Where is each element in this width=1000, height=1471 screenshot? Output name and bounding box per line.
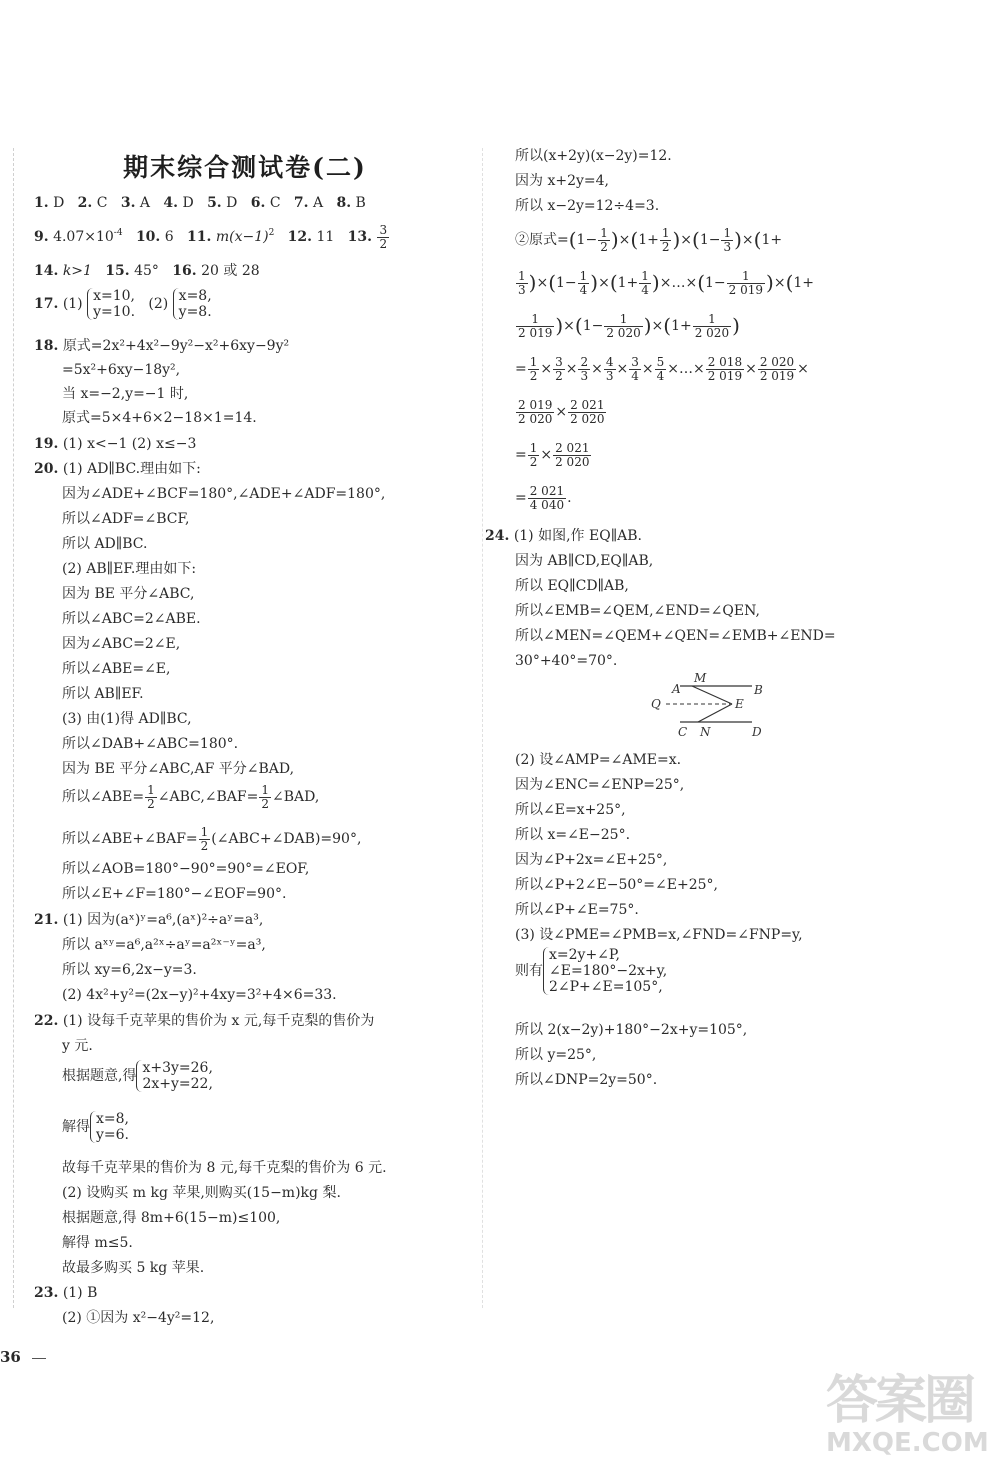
parallel-lines-diagram: [640, 670, 780, 745]
fill-answers-9-13: 9. $4.07\times 10^{-4}$ 10. 6 11. $m(x-1)^2$ 12. 11 13. $\frac{3}{2}$: [34, 223, 388, 251]
q23-product-line-1: ②原式=(1− $\frac{1}{2}$ )×(1+ $\frac{1}{2}$ )×(1− $\frac{1}{3}$ )×(1+: [515, 226, 783, 254]
label-b: B: [754, 683, 763, 697]
q22-solution: 解得 x=8, y=6.: [62, 1111, 129, 1144]
fill-answers-14-16: 14. k>1 15. 45° 16. 20 或 28: [34, 263, 260, 279]
system-brace: x=10, y=10.: [87, 288, 135, 320]
fraction-3-2: $\frac{3}{2}$: [379, 223, 388, 251]
column-divider: [482, 148, 483, 1308]
page-title: 期末综合测试卷(二): [123, 153, 367, 182]
q20-half-line-1: 所以∠ABE= $\frac{1}{2}$ ∠ABC,∠BAF= $\frac{1}{2}$ ∠BAD,: [62, 783, 320, 811]
watermark-logo: 答案圈 MXQE.COM: [826, 1371, 989, 1458]
label-q: Q: [651, 697, 661, 711]
q23-result: = $\frac{2 021}{4 040}$ .: [515, 484, 572, 512]
page-number: 36: [0, 1348, 21, 1366]
label-a: A: [672, 682, 681, 696]
label-d: D: [752, 725, 762, 739]
label-e: E: [735, 697, 744, 711]
q23-product-line-2: $\frac{1}{3}$ )×(1− $\frac{1}{4}$ )×(1+ $\frac{1}{4}$ )×…×(1− $\frac{1}{2 019}$ )×(1+: [518, 269, 815, 297]
q23-product-line-5: $\frac{2 019}{2 020}$ × $\frac{2 021}{2 020}$: [518, 398, 605, 426]
label-m: M: [694, 671, 707, 685]
q22-equations: 根据题意,得 x+3y=26, 2x+y=22,: [62, 1060, 213, 1093]
q17-answer: 17. (1) x=10, y=10. (2) x=8, y=8.: [34, 288, 212, 321]
page-number-dash: [32, 1358, 46, 1359]
q24-system: 则有 x=2y+∠P, ∠E=180°−2x+y, 2∠P+∠E=105°,: [515, 947, 668, 996]
mc-answers: 1. D 2. C 3. A 4. D 5. D 6. C 7. A 8. B: [34, 195, 366, 211]
answer-page: 期末综合测试卷(二) 1. D 2. C 3. A 4. D 5. D 6. C 7. A 8. B 9. $4.07\times 10^{-4}$ 10. 6 11. $m(x-1)^2$ 12. 11 13. $\frac{3}{2}$ 14. k>1 15. 45° 16. 20 或 28 17. (1) x=10, y=10. (2) x=8, y=8. 18. 原式=2x²+4x²−9y²−x²+6xy−9y² =5x²+6xy−18y², 当 x=−2,y=−1 时, 原式=5×4+6×2−18×1=14. 19. (1) x<−1 (2) x≤−3 20. (1) AD∥BC.理由如下: 因为∠ADE+∠BCF=180°,∠ADE+∠ADF=180°, 所以∠ADF=∠BCF, 所以 AD∥BC. (2) AB∥EF.理由如下: 因为 BE 平分∠ABC, 所以∠ABC=2∠ABE. 因为∠ABC=2∠E, 所以∠ABE=∠E, 所以 AB∥EF. (3) 由(1)得 AD∥BC, 所以∠DAB+∠ABC=180°. 因为 BE 平分∠ABC,AF 平分∠BAD, 所以∠ABE= $\frac{1}{2}$ ∠ABC,∠BAF= $\frac{1}{2}$ ∠BAD, 所以∠ABE+∠BAF= $\frac{1}{2}$ (∠ABC+∠DAB)=90°, 所以∠AOB=180°−90°=90°=∠EOF, 所以∠E+∠F=180°−∠EOF=90°. 21. (1) 因为(aˣ)ʸ=a⁶,(aˣ)²÷aʸ=a³, 所以 aˣʸ=a⁶,a²ˣ÷aʸ=a²ˣ⁻ʸ=a³, 所以 xy=6,2x−y=3. (2) 4x²+y²=(2x−y)²+4xy=3²+4×6=33. 22. (1) 设每千克苹果的售价为 x 元,每千克梨的售价为 y 元. 根据题意,得 x+3y=26, 2x+y=22, 解得 x=8, y=6. 故每千克苹果的售价为 8 元,每千克梨的售价为 6 元. (2) 设购买 m kg 苹果,则购买(15−m)kg 梨. 根据题意,得 8m+6(15−m)≤100, 解得 m≤5. 故最多购买 5 kg 苹果. 23. (1) B (2) ①因为 x²−4y²=12, 所以(x+2y)(x−2y)=12. 因为 x+2y=4, 所以 x−2y=12÷4=3. ②原式=(1− $\frac{1}{2}$ )×(1+ $\frac{1}{2}$ )×(1− $\frac{1}{3}$ )×(1+ $\frac{1}{3}$ )×(1− $\frac{1}{4}$ )×(1+ $\frac{1}{4}$ )×…×(1− $\frac{1}{2 019}$ )×(1+ $\frac{1}{2 019}$ )×(1− $\frac{1}{2 020}$ )×(1+ $\frac{1}{2 020}$ ) = $\frac{1}{2}$ × $\frac{3}{2}$ × $\frac{2}{3}$ × $\frac{4}{3}$ × $\frac{3}{4}$ × $\frac{5}{4}$ ×…× $\frac{2 018}{2 019}$ × $\frac{2 020}{2 019}$ × $\frac{2 019}{2 020}$ × $\frac{2 021}{2 020}$ = $\frac{1}{2}$ × $\frac{2 021}{2 020}$ = $\frac{2 021}{4 040}$ . 24. (1) 如图,作 EQ∥AB. 因为 AB∥CD,EQ∥AB, 所以 EQ∥CD∥AB, 所以∠EMB=∠QEM,∠END=∠QEN, 所以∠MEN=∠QEM+∠QEN=∠EMB+∠END= 30°+40°=70°. M A B Q E C N D (2) 设∠AMP=∠AME=x. 因为∠ENC=∠ENP=25°, 所以∠E=x+25°, 所以 x=∠E−25°. 因为∠P+2x=∠E+25°, 所以∠P+2∠E−50°=∠E+25°, 所以∠P+∠E=75°. (3) 设∠PME=∠PMB=x,∠FND=∠FNP=y, 则有 x=2y+∠P, ∠E=180°−2x+y, 2∠P+∠E=105°, 所以 2(x−2y)+180°−2x+y=105°, 所以 y=25°, 所以∠DNP=2y=50°. 36 答案圈 MXQE.COM: [0, 0, 1000, 1471]
left-margin-rule: [13, 148, 14, 1308]
q20-half-line-2: 所以∠ABE+∠BAF= $\frac{1}{2}$ (∠ABC+∠DAB)=90°,: [62, 825, 362, 853]
label-c: C: [678, 725, 688, 739]
q23-product-line-4: = $\frac{1}{2}$ × $\frac{3}{2}$ × $\frac{2}{3}$ × $\frac{4}{3}$ × $\frac{3}{4}$ × $\frac{5}{4}$ ×…× $\frac{2 018}{2 019}$ × $\frac{2 020}{2 019}$ ×: [515, 355, 809, 383]
q23-product-line-3: $\frac{1}{2 019}$ )×(1− $\frac{1}{2 020}$ )×(1+ $\frac{1}{2 020}$ ): [518, 312, 740, 340]
q23-product-line-6: = $\frac{1}{2}$ × $\frac{2 021}{2 020}$: [515, 441, 590, 469]
label-n: N: [700, 725, 711, 739]
system-brace: x=8, y=8.: [173, 288, 212, 320]
